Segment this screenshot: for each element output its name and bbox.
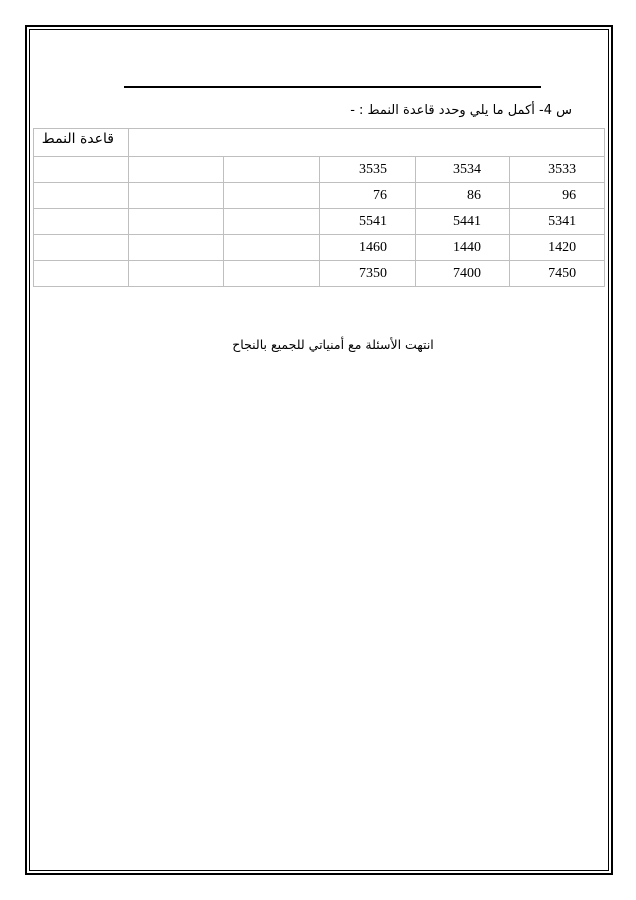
rule-answer-cell[interactable] <box>34 157 129 183</box>
number-cell: 3535 <box>320 157 416 183</box>
table-row <box>34 235 605 261</box>
table-row <box>34 183 605 209</box>
blank-cell[interactable] <box>224 261 320 287</box>
closing-message <box>0 337 636 352</box>
number-cell: 1440 <box>416 235 510 261</box>
number-cell: 1460 <box>320 235 416 261</box>
number-cell: 5441 <box>416 209 510 235</box>
rule-answer-cell[interactable] <box>34 235 129 261</box>
number-cell: 3533 <box>510 157 605 183</box>
closing-text: انتهت الأسئلة مع أمنياتي للجميع بالنجاح <box>232 337 434 352</box>
number-cell: 5541 <box>320 209 416 235</box>
number-cell: 7450 <box>510 261 605 287</box>
question-4-text: س 4- أكمل ما يلي وحدد قاعدة النمط : - <box>350 103 572 118</box>
header-blank-cell <box>129 129 605 157</box>
table-row <box>34 157 605 183</box>
blank-cell[interactable] <box>129 235 224 261</box>
pattern-table <box>33 128 605 287</box>
number-cell: 5341 <box>510 209 605 235</box>
blank-cell[interactable] <box>129 157 224 183</box>
table-row <box>34 261 605 287</box>
blank-cell[interactable] <box>224 209 320 235</box>
rule-answer-cell[interactable] <box>34 183 129 209</box>
blank-cell[interactable] <box>129 261 224 287</box>
blank-cell[interactable] <box>129 209 224 235</box>
rule-answer-cell[interactable] <box>34 209 129 235</box>
table-row <box>34 209 605 235</box>
table-header-row <box>34 129 605 157</box>
number-cell: 76 <box>320 183 416 209</box>
blank-cell[interactable] <box>224 157 320 183</box>
blank-cell[interactable] <box>224 183 320 209</box>
number-cell: 7400 <box>416 261 510 287</box>
number-cell: 1420 <box>510 235 605 261</box>
number-cell: 3534 <box>416 157 510 183</box>
number-cell: 7350 <box>320 261 416 287</box>
pattern-rule-header: قاعدة النمط <box>34 129 129 157</box>
blank-cell[interactable] <box>129 183 224 209</box>
number-cell: 86 <box>416 183 510 209</box>
name-line <box>124 86 541 88</box>
number-cell: 96 <box>510 183 605 209</box>
rule-answer-cell[interactable] <box>34 261 129 287</box>
blank-cell[interactable] <box>224 235 320 261</box>
